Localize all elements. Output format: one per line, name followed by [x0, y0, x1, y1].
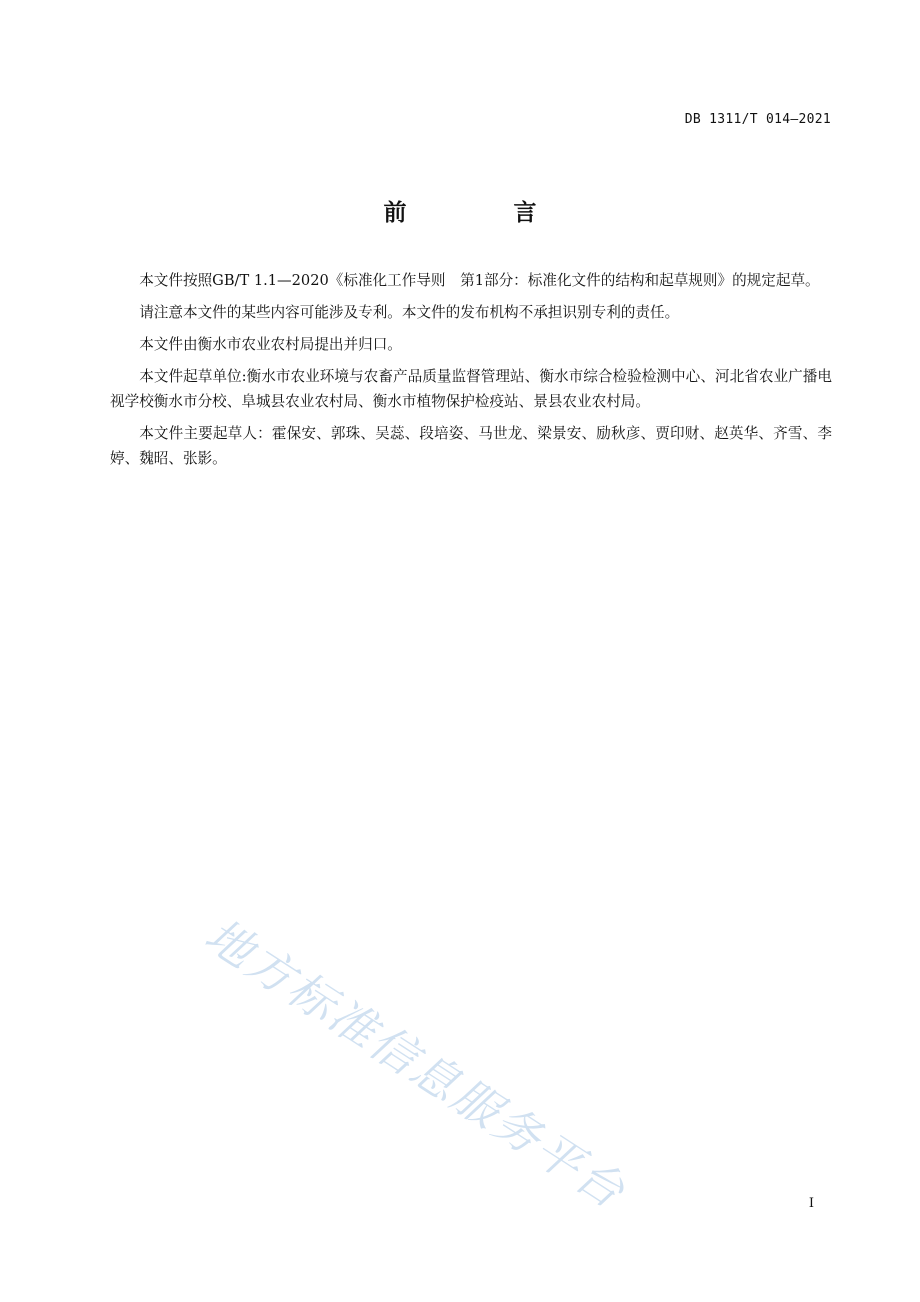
paragraph-drafters: 本文件主要起草人：霍保安、郭珠、吴蕊、段培姿、马世龙、梁景安、励秋彦、贾印财、赵英华、齐雪、李婷、魏昭、张影。	[110, 425, 832, 467]
page-title: 前 言	[383, 200, 579, 226]
document-code: DB 1311/T 014—2021	[684, 112, 831, 127]
paragraph-patent-notice: 请注意本文件的某些内容可能涉及专利。本文件的发布机构不承担识别专利的责任。	[139, 304, 680, 321]
watermark: 地方标准信息服务平台	[195, 907, 637, 1220]
paragraph-proposer: 本文件由衡水市农业农村局提出并归口。	[139, 336, 402, 353]
paragraph-drafting-units: 本文件起草单位:衡水市农业环境与农畜产品质量监督管理站、衡水市综合检验检测中心、河北省农业广播电视学校衡水市分校、阜城县农业农村局、衡水市植物保护检疫站、景县农业农村局。	[110, 368, 832, 410]
paragraph-drafting-basis: 本文件按照GB/T 1.1—2020《标准化工作导则 第1部分：标准化文件的结构和起草规则》的规定起草。	[139, 272, 820, 289]
foreword-body	[110, 268, 832, 478]
page-number: I	[808, 1196, 814, 1211]
